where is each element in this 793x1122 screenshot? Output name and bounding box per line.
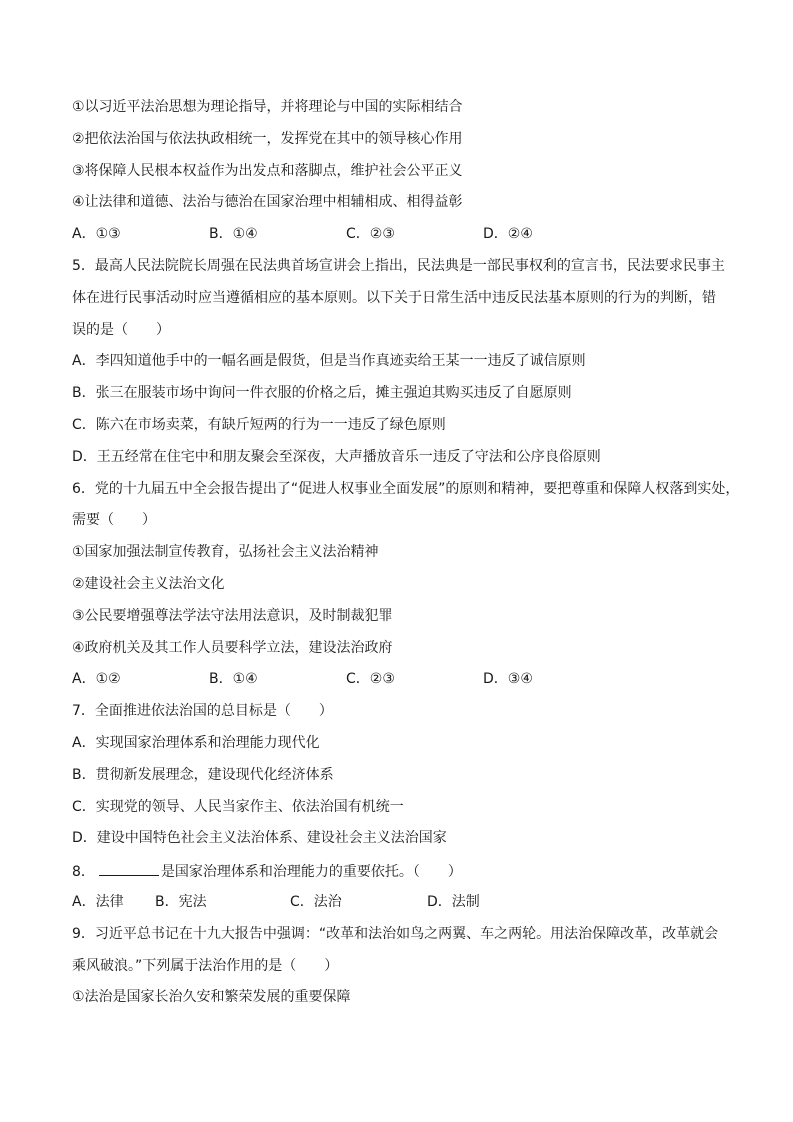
- q4-option-d[interactable]: D．②④: [483, 226, 533, 243]
- q6-stem-line-1: 6．党的十九届五中全会报告提出了“促进人权事业全面发展”的原则和精神，要把尊重和保障人权落到实处，: [72, 480, 740, 497]
- q4-item-1: ①以习近平法治思想为理论指导，并将理论与中国的实际相结合: [72, 99, 463, 115]
- q6-option-b[interactable]: B．①④: [209, 671, 258, 688]
- q6-option-a[interactable]: A．①②: [72, 671, 121, 688]
- q5-option-c[interactable]: C．陈六在市场卖菜，有缺斤短两的行为一一违反了绿色原则: [72, 416, 446, 433]
- q9-item-1: ①法治是国家长治久安和繁荣发展的重要保障: [72, 989, 351, 1006]
- q6-option-c[interactable]: C．②③: [346, 671, 395, 688]
- q4-option-c[interactable]: C．②③: [346, 226, 395, 243]
- q6-item-1: ①国家加强法制宣传教育，弘扬社会主义法治精神: [72, 544, 379, 561]
- q6-stem-line-2: 需要（ ）: [72, 512, 156, 529]
- q6-item-4: ④政府机关及其工作人员要科学立法，建设法治政府: [72, 639, 393, 656]
- q5-stem-line-1: 5．最高人民法院院长周强在民法典首场宣讲会上指出，民法典是一部民事权利的宣言书，民法要求民事主: [72, 257, 725, 274]
- q7-option-c[interactable]: C．实现党的领导、人民当家作主、依法治国有机统一: [72, 798, 404, 815]
- q4-item-2: ②把依法治国与依法执政相统一，发挥党在其中的领导核心作用: [72, 130, 463, 147]
- q8-option-b[interactable]: B．宪法: [155, 893, 207, 910]
- q7-option-b[interactable]: B．贯彻新发展理念，建设现代化经济体系: [72, 766, 334, 783]
- q4-options: [72, 224, 722, 245]
- q8-options: [72, 892, 722, 913]
- q9-stem-line-2: 乘风破浪。”下列属于法治作用的是（ ）: [72, 957, 339, 974]
- q4-item-3: ③将保障人民根本权益作为出发点和落脚点，维护社会公平正义: [72, 162, 463, 179]
- q6-option-d[interactable]: D．③④: [483, 671, 533, 688]
- q5-stem-line-2: 体在进行民事活动时应当遵循相应的基本原则。以下关于日常生活中违反民法基本原则的行为的判断，错: [72, 289, 716, 306]
- q5-option-b[interactable]: B．张三在服装市场中询问一件衣服的价格之后，摊主强迫其购买违反了自愿原则: [72, 385, 572, 402]
- q8-blank: [99, 860, 159, 876]
- q4-option-a[interactable]: A．①③: [72, 226, 121, 243]
- q8-number: 8．: [72, 864, 95, 881]
- q9-stem-line-1: 9．习近平总书记在十九大报告中强调：“改革和法治如鸟之两翼、车之两轮。用法治保障改革，改革就会: [72, 925, 719, 942]
- q8-option-d[interactable]: D．法制: [427, 893, 480, 910]
- q5-option-d[interactable]: D．王五经常在住宅中和朋友聚会至深夜，大声播放音乐一违反了守法和公序良俗原则: [72, 448, 601, 465]
- q8-option-a[interactable]: A．法律: [72, 893, 124, 910]
- q8-stem-text: 是国家治理体系和治理能力的重要依托。（ ）: [160, 864, 462, 881]
- q7-option-a[interactable]: A．实现国家治理体系和治理能力现代化: [72, 734, 320, 751]
- q4-item-4: ④让法律和道德、法治与德治在国家治理中相辅相成、相得益彰: [72, 194, 463, 211]
- q6-item-2: ②建设社会主义法治文化: [72, 575, 225, 592]
- q6-options: [72, 669, 722, 690]
- q7-option-d[interactable]: D．建设中国特色社会主义法治体系、建设社会主义法治国家: [72, 830, 447, 847]
- q7-stem: 7．全面推进依法治国的总目标是（ ）: [72, 703, 333, 720]
- exam-page: [72, 97, 740, 1019]
- q5-option-a[interactable]: A．李四知道他手中的一幅名画是假货，但是当作真迹卖给王某一一违反了诚信原则: [72, 353, 586, 370]
- q4-option-b[interactable]: B．①④: [209, 226, 258, 243]
- q6-item-3: ③公民要增强尊法学法守法用法意识，及时制裁犯罪: [72, 607, 393, 624]
- q8-option-c[interactable]: C．法治: [290, 893, 342, 910]
- q8-stem: [72, 860, 722, 881]
- q5-stem-line-3: 误的是（ ）: [72, 321, 170, 338]
